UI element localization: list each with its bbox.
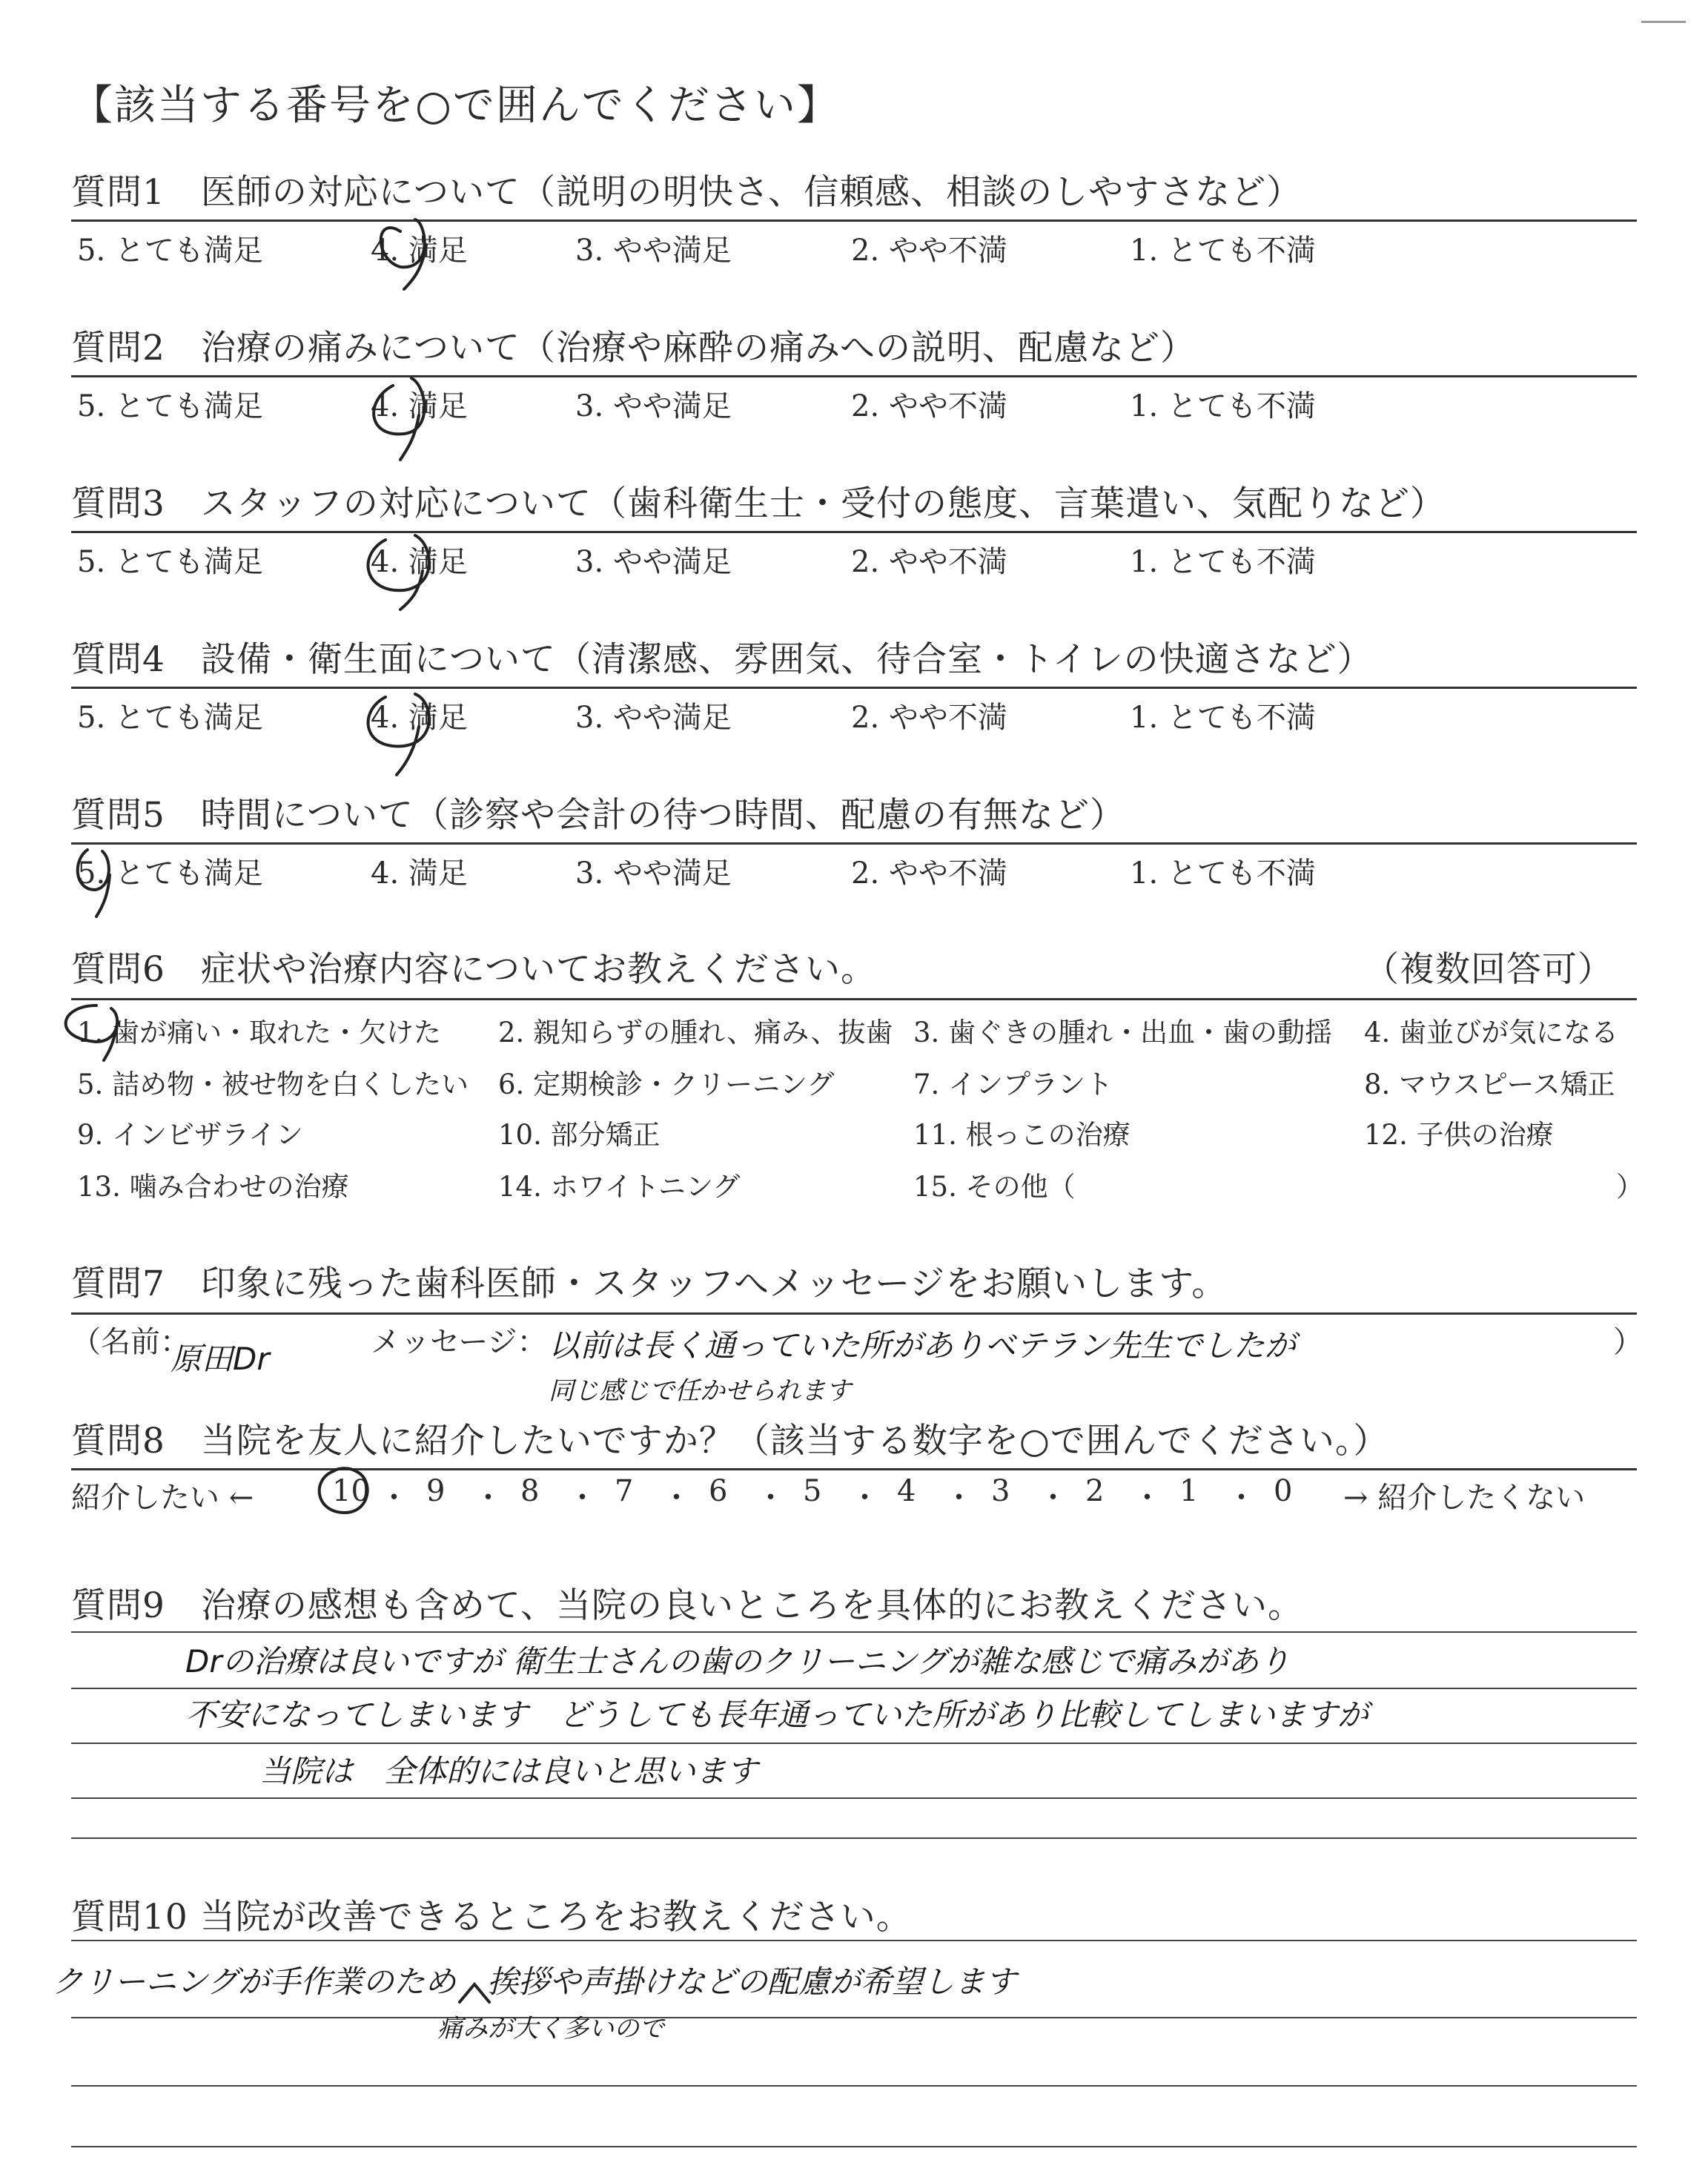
question-5-option-5[interactable]: 5. とても満足 xyxy=(77,856,263,891)
q8-scale-separator: ・ xyxy=(850,1481,880,1515)
q6-underline xyxy=(71,998,1637,1000)
q9-line xyxy=(71,1797,1637,1799)
q8-scale-value[interactable]: 9 xyxy=(426,1474,446,1508)
q6-option[interactable]: 7. インプラント xyxy=(913,1069,1113,1100)
q8-scale-separator: ・ xyxy=(1038,1481,1068,1515)
q10-line xyxy=(71,2085,1637,2087)
question-3-option-2[interactable]: 2. やや不満 xyxy=(851,545,1007,579)
question-1-option-1[interactable]: 1. とても不満 xyxy=(1130,234,1316,268)
q8-scale-separator: ・ xyxy=(1226,1481,1257,1515)
question-3-option-1[interactable]: 1. とても不満 xyxy=(1130,545,1316,579)
q6-option[interactable]: 8. マウスピース矯正 xyxy=(1364,1069,1615,1100)
q7-name-value[interactable]: 原田Dr xyxy=(171,1341,270,1377)
q9-line xyxy=(71,1837,1637,1839)
question-1-option-5[interactable]: 5. とても満足 xyxy=(77,234,263,268)
q10-line xyxy=(71,2017,1637,2018)
question-2-option-4[interactable]: 4. 満足 xyxy=(371,389,468,423)
q6-note: （複数回答可） xyxy=(1364,949,1613,990)
q8-scale-value[interactable]: 5 xyxy=(803,1474,822,1508)
q8-scale-separator: ・ xyxy=(944,1481,974,1515)
question-1-option-4[interactable]: 4. 満足 xyxy=(371,234,468,268)
q6-option[interactable]: 10. 部分矯正 xyxy=(498,1119,661,1151)
q8-scale-value[interactable]: 0 xyxy=(1274,1474,1293,1508)
question-5-option-1[interactable]: 1. とても不満 xyxy=(1130,856,1316,891)
question-1-option-3[interactable]: 3. やや満足 xyxy=(575,234,732,268)
q6-option[interactable]: 9. インビザライン xyxy=(77,1119,303,1151)
question-2-title: 質問2 治療の痛みについて（治療や麻酔の痛みへの説明、配慮など） xyxy=(71,328,1196,369)
q8-scale-value[interactable]: 4 xyxy=(897,1474,916,1508)
question-2-option-2[interactable]: 2. やや不満 xyxy=(851,389,1007,423)
q8-scale-value[interactable]: 6 xyxy=(709,1474,728,1508)
q6-option[interactable]: 5. 詰め物・被せ物を白くしたい xyxy=(77,1069,469,1100)
q8-scale-separator: ・ xyxy=(1132,1481,1162,1515)
q8-scale-separator: ・ xyxy=(755,1481,786,1515)
q6-option[interactable]: 14. ホワイトニング xyxy=(498,1171,741,1203)
q6-option[interactable]: ） xyxy=(1616,1171,1644,1203)
question-1-underline xyxy=(71,219,1637,222)
question-4-option-5[interactable]: 5. とても満足 xyxy=(77,701,263,735)
q8-left-label: 紹介したい ← xyxy=(71,1481,254,1515)
question-3-option-5[interactable]: 5. とても満足 xyxy=(77,545,263,579)
q8-scale-value[interactable]: 3 xyxy=(991,1474,1010,1508)
q7-message-line2[interactable]: 同じ感じで任かせられます xyxy=(549,1376,851,1406)
q10-line xyxy=(71,1940,1637,1941)
question-3-title: 質問3 スタッフの対応について（歯科衛生士・受付の態度、言葉遣い、気配りなど） xyxy=(71,483,1446,524)
question-5-option-3[interactable]: 3. やや満足 xyxy=(575,856,732,891)
q8-scale-value[interactable]: 10 xyxy=(332,1474,370,1508)
q6-option[interactable]: 3. 歯ぐきの腫れ・出血・歯の動揺 xyxy=(913,1017,1333,1048)
q8-scale-separator: ・ xyxy=(379,1481,409,1515)
question-2-underline xyxy=(71,375,1637,377)
question-5-underline xyxy=(71,842,1637,845)
question-1-title: 質問1 医師の対応について（説明の明快さ、信頼感、相談のしやすさなど） xyxy=(71,172,1302,213)
question-4-option-4[interactable]: 4. 満足 xyxy=(371,701,468,735)
question-3-option-4[interactable]: 4. 満足 xyxy=(371,545,468,579)
q8-scale-value[interactable]: 8 xyxy=(520,1474,540,1508)
q8-scale-separator: ・ xyxy=(567,1481,598,1515)
q7-close-paren: ） xyxy=(1613,1325,1643,1359)
q6-title: 質問6 症状や治療内容についてお教えください。 xyxy=(71,949,876,990)
q8-scale-separator: ・ xyxy=(473,1481,503,1515)
question-3-option-3[interactable]: 3. やや満足 xyxy=(575,545,732,579)
q9-line xyxy=(71,1631,1637,1633)
question-2-option-5[interactable]: 5. とても満足 xyxy=(77,389,263,423)
q9-line xyxy=(71,1688,1637,1689)
question-4-option-2[interactable]: 2. やや不満 xyxy=(851,701,1007,735)
q10-answer-line[interactable]: クリーニングが手作業のため 挨拶や声掛けなどの配慮が希望します xyxy=(52,1964,1017,2000)
q6-option[interactable]: 15. その他（ xyxy=(913,1171,1076,1203)
q9-answer-line[interactable]: 当院は 全体的には良いと思います xyxy=(259,1753,758,1789)
question-4-option-3[interactable]: 3. やや満足 xyxy=(575,701,732,735)
q9-answer-line[interactable]: 不安になってしまいます どうしても長年通っていた所があり比較してしまいますが xyxy=(185,1697,1369,1733)
q6-option[interactable]: 6. 定期検診・クリーニング xyxy=(498,1069,835,1100)
q9-title: 質問9 治療の感想も含めて、当院の良いところを具体的にお教えください。 xyxy=(71,1585,1303,1626)
q6-option[interactable]: 1. 歯が痛い・取れた・欠けた xyxy=(77,1017,442,1048)
q7-title: 質問7 印象に残った歯科医師・スタッフへメッセージをお願いします。 xyxy=(71,1264,1228,1304)
q8-scale-value[interactable]: 1 xyxy=(1179,1474,1199,1508)
q9-line xyxy=(71,1743,1637,1744)
q7-name-label: （名前： xyxy=(71,1325,190,1359)
q8-scale-value[interactable]: 2 xyxy=(1085,1474,1105,1508)
q8-right-label: → 紹介したくない xyxy=(1343,1481,1586,1515)
q10-answer-insert[interactable]: 痛みが大く多いので xyxy=(437,2014,664,2044)
q8-underline xyxy=(71,1468,1637,1470)
q9-answer-line[interactable]: Drの治療は良いですが 衛生士さんの歯のクリーニングが雑な感じで痛みがあり xyxy=(185,1643,1291,1680)
scan-corner-mark xyxy=(1641,21,1686,23)
question-5-title: 質問5 時間について（診察や会計の待つ時間、配慮の有無など） xyxy=(71,795,1125,836)
q6-option[interactable]: 4. 歯並びが気になる xyxy=(1364,1017,1619,1048)
q6-option[interactable]: 11. 根っこの治療 xyxy=(913,1119,1131,1151)
question-2-option-3[interactable]: 3. やや満足 xyxy=(575,389,732,423)
q8-scale-value[interactable]: 7 xyxy=(615,1474,634,1508)
question-2-option-1[interactable]: 1. とても不満 xyxy=(1130,389,1316,423)
question-1-option-2[interactable]: 2. やや不満 xyxy=(851,234,1007,268)
q7-message-label: メッセージ： xyxy=(371,1325,547,1359)
q6-option[interactable]: 12. 子供の治療 xyxy=(1364,1119,1554,1151)
q6-option[interactable]: 13. 噛み合わせの治療 xyxy=(77,1171,349,1203)
q6-option[interactable]: 2. 親知らずの腫れ、痛み、抜歯 xyxy=(498,1017,893,1048)
page-header: 【該当する番号を○で囲んでください】 xyxy=(71,82,840,130)
question-5-option-4[interactable]: 4. 満足 xyxy=(371,856,468,891)
question-4-underline xyxy=(71,687,1637,689)
q7-underline xyxy=(71,1312,1637,1315)
question-5-option-2[interactable]: 2. やや不満 xyxy=(851,856,1007,891)
q10-title: 質問10 当院が改善できるところをお教えください。 xyxy=(71,1897,912,1938)
question-4-option-1[interactable]: 1. とても不満 xyxy=(1130,701,1316,735)
q8-title: 質問8 当院を友人に紹介したいですか？（該当する数字を○で囲んでください。） xyxy=(71,1421,1389,1462)
q8-scale-separator: ・ xyxy=(661,1481,692,1515)
q7-message-line1[interactable]: 以前は長く通っていた所がありベテラン先生でしたが xyxy=(549,1327,1297,1364)
question-4-title: 質問4 設備・衛生面について（清潔感、雰囲気、待合室・トイレの快適さなど） xyxy=(71,639,1373,680)
question-3-underline xyxy=(71,531,1637,533)
q10-line xyxy=(71,2146,1637,2147)
